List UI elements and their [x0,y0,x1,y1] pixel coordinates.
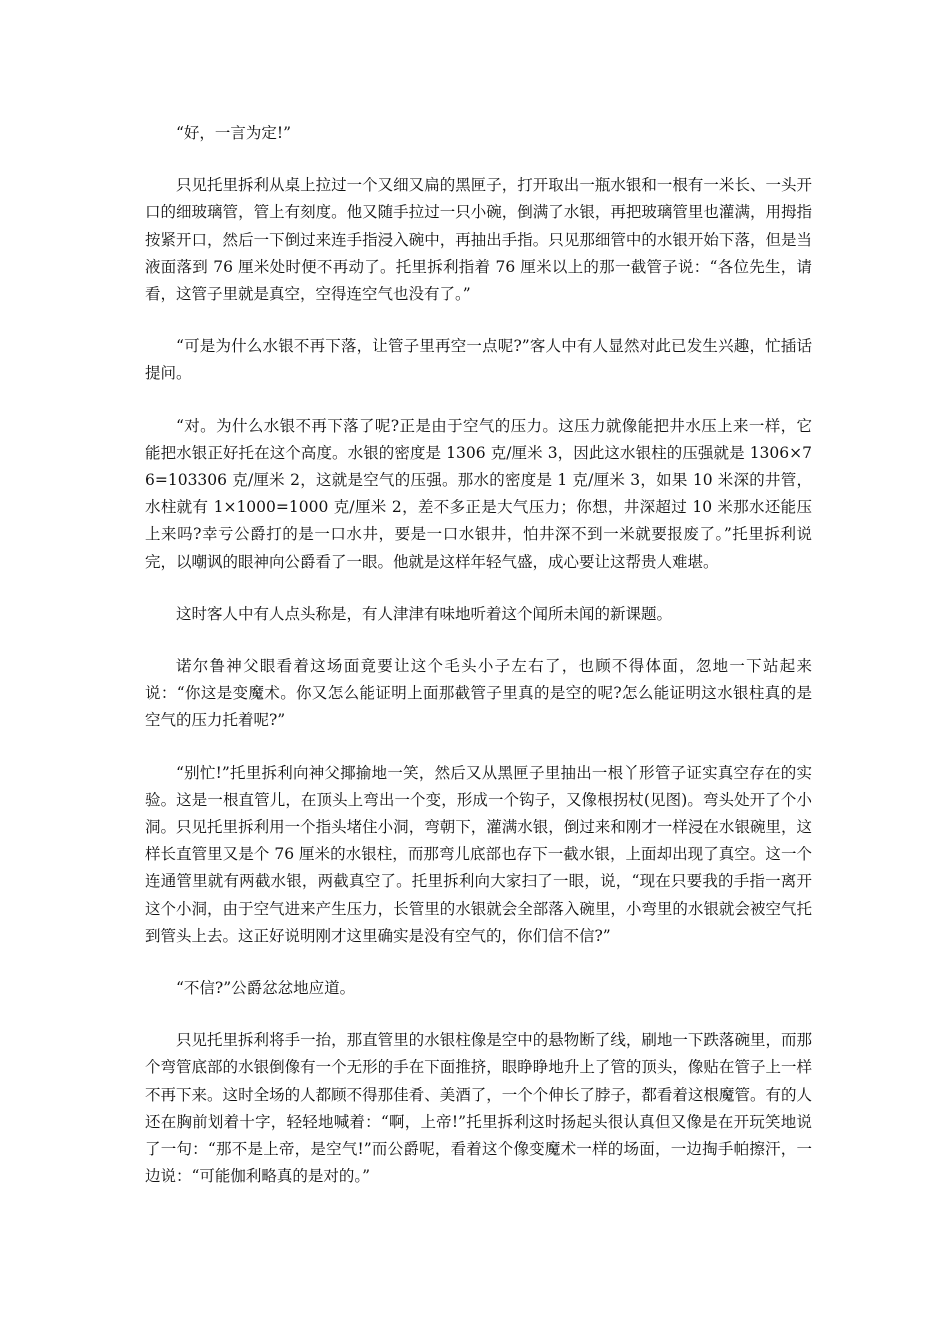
paragraph-1: “好，一言为定!” [176,124,292,142]
paragraph-6: 诺尔鲁神父眼看着这场面竟要让这个毛头小子左右了，也顾不得体面，忽地一下站起来说：“你这是变魔术。你又怎么能证明上面那截管子里真的是空的呢?怎么能证明这水银柱真的是空气的压力托着呢?” [145,657,812,730]
paragraph-2: 只见托里拆利从桌上拉过一个又细又扁的黑匣子，打开取出一瓶水银和一根有一米长、一头开口的细玻璃管，管上有刻度。他又随手拉过一只小碗，倒满了水银，再把玻璃管里也灌满，用拇指按紧开口，然后一下倒过来连手指浸入碗中，再抽出手指。只见那细管中的水银开始下落，但是当液面落到 76 厘米处时便不再动了。托里拆利指着 76 厘米以上的那一截管子说：“各位先生，请看，这管子里就是真空，空得连空气也没有了。” [145,176,812,304]
paragraph-9: 只见托里拆利将手一抬，那直管里的水银柱像是空中的悬物断了线，刷地一下跌落碗里，而那个弯管底部的水银倒像有一个无形的手在下面推挤，眼睁睁地升上了管的顶头，像贴在管子上一样不再下来。这时全场的人都顾不得那佳肴、美酒了，一个个伸长了脖子，都看着这根魔管。有的人还在胸前划着十字，轻轻地喊着：“啊，上帝!”托里拆利这时扬起头很认真但又像是在开玩笑地说了一句：“那不是上帝，是空气!”而公爵呢，看着这个像变魔术一样的场面，一边掏手帕擦汗，一边说：“可能伽利略真的是对的。” [145,1031,812,1186]
paragraph-8: “不信?”公爵忿忿地应道。 [176,979,356,998]
document-body [145,120,812,1216]
paragraph-3: “可是为什么水银不再下落，让管子里再空一点呢?”客人中有人显然对此已发生兴趣，忙插话提问。 [145,337,812,383]
paragraph-5: 这时客人中有人点头称是，有人津津有味地听着这个闻所未闻的新课题。 [176,604,673,623]
paragraph-4: “对。为什么水银不再下落了呢?正是由于空气的压力。这压力就像能把井水压上来一样，它能把水银正好托在这个高度。水银的密度是 1306 克/厘米 3，因此这水银柱的压强就是 1306×76=103306 克/厘米 2，这就是空气的压强。那水的密度是 1 克/厘米 3，如果 10 米深的井管，水柱就有 1×1000=1000 克/厘米 2，差不多正是大气压力；你想，井深超过 10 米那水还能压上来吗?幸亏公爵打的是一口水井，要是一口水银井，怕井深不到一米就要报废了。”托里拆利说完，以嘲讽的眼神向公爵看了一眼。他就是这样年轻气盛，成心要让这帮贵人难堪。 [145,416,812,571]
paragraph-7: “别忙!”托里拆利向神父揶揄地一笑，然后又从黑匣子里抽出一根丫形管子证实真空存在的实验。这是一根直管儿，在顶头上弯出一个变，形成一个钩子，又像根拐杖(见图)。弯头处开了个小洞。只见托里拆利用一个指头堵住小洞，弯朝下，灌满水银，倒过来和刚才一样浸在水银碗里，这样长直管里又是个 76 厘米的水银柱，而那弯儿底部也存下一截水银，上面却出现了真空。这一个连通管里就有两截水银，两截真空了。托里拆利向大家扫了一眼，说，“现在只要我的手指一离开这个小洞，由于空气进来产生压力，长管里的水银就会全部落入碗里，小弯里的水银就会被空气托到管头上去。这正好说明刚才这里确实是没有空气的，你们信不信?” [145,763,812,945]
